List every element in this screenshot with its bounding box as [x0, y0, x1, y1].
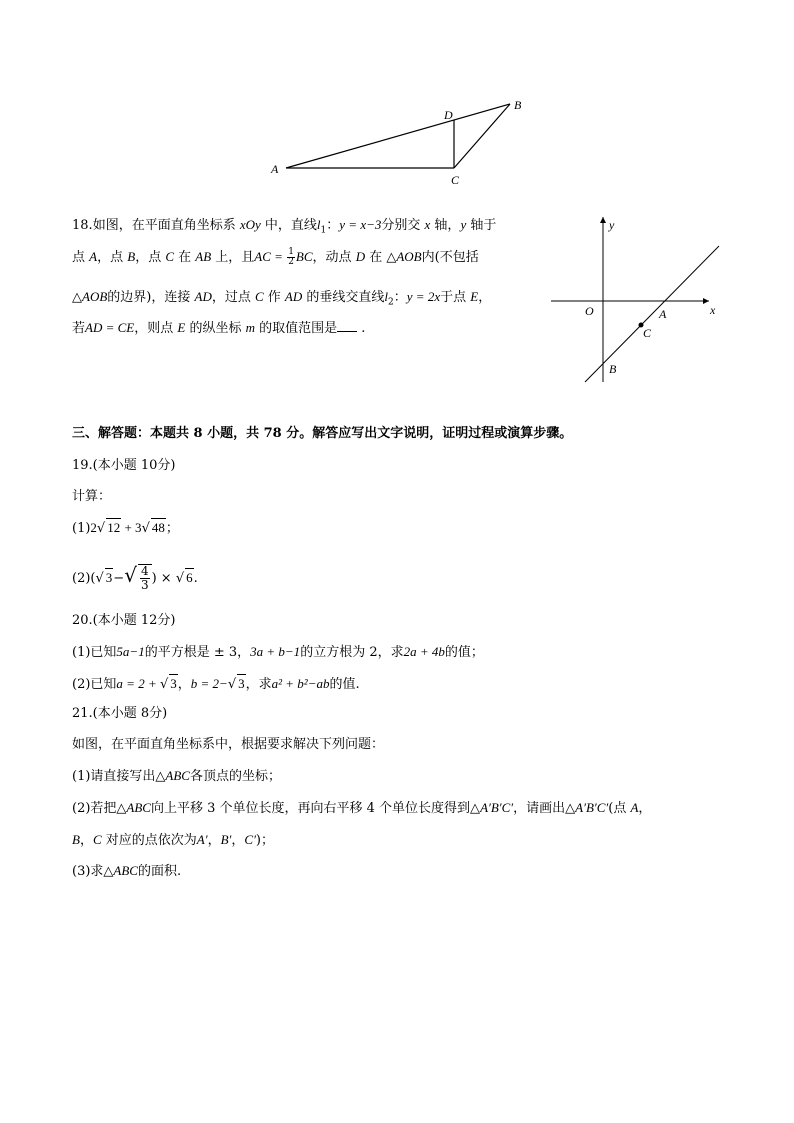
q18-line-3 [72, 288, 491, 312]
math: AB [195, 249, 212, 264]
text: (1) [72, 521, 91, 536]
math: AOB [396, 249, 422, 264]
q20-header: 20.(本小题 12分) [72, 613, 176, 628]
math: 2 [90, 520, 97, 535]
label-A: A [659, 307, 667, 321]
math: E [177, 320, 186, 335]
sqrt-icon: √ [159, 677, 169, 692]
math: A′B′C′ [480, 800, 514, 815]
math: l [384, 289, 389, 304]
text: ， [478, 290, 492, 305]
radicand: 12 [107, 520, 121, 535]
math: ABC [113, 863, 138, 878]
q18-line-1 [72, 216, 496, 240]
text: ，过点 [211, 290, 255, 305]
sqrt-icon: √ [95, 571, 104, 586]
text: 三、解答题：本题共 [72, 426, 194, 441]
fraction-denominator: 2 [288, 257, 294, 267]
text: − [113, 571, 125, 586]
text: 的立方根为 2，求 [300, 645, 404, 660]
q19-part-1 [72, 518, 179, 538]
label-y: y [609, 218, 615, 232]
math: ABC [126, 800, 151, 815]
math: C′ [244, 832, 256, 847]
text: △ [72, 290, 82, 305]
sqrt-icon: √ [141, 521, 150, 536]
segment-AB [286, 104, 510, 168]
text: 内(不包括 [421, 250, 479, 265]
math: x [424, 217, 431, 232]
subscript: 2 [388, 297, 394, 308]
text: 如图，在平面直角坐标系 [92, 218, 240, 233]
radicand: 3 [238, 676, 245, 691]
math: A [89, 249, 98, 264]
text: 的面积. [137, 864, 182, 879]
equation: a = 2 + [116, 676, 160, 691]
fraction-numerator: 4 [140, 564, 149, 578]
sqrt-icon: √ [175, 571, 185, 586]
equation: b = 2− [190, 676, 228, 691]
math: C [92, 832, 102, 847]
math: y [460, 217, 467, 232]
label-A: A [271, 162, 279, 176]
text: 向上平移 3 个单位长度，再向右平移 4 个单位长度得到△ [150, 801, 481, 816]
math: B [127, 249, 136, 264]
text: (2)若把△ [72, 801, 127, 816]
label-B: B [514, 98, 522, 112]
math: + 3 [121, 520, 142, 535]
radicand: 3 [105, 570, 113, 585]
text: ： [326, 218, 340, 233]
text: ， [231, 833, 245, 848]
text: (2)已知 [72, 677, 117, 692]
q19-header: 19.(本小题 10分) [72, 458, 176, 473]
text: 于点 [440, 290, 471, 305]
sqrt-icon: √ [124, 563, 137, 587]
equation: a² + b²−ab [271, 676, 330, 691]
label-C: C [451, 173, 460, 187]
text: (点 [608, 801, 631, 816]
text: 轴于 [466, 218, 497, 233]
text: 轴， [430, 218, 461, 233]
text: (3)求△ [72, 864, 114, 879]
subscript: 1 [320, 225, 327, 236]
text: ，点 [97, 250, 128, 265]
label-x: x [710, 303, 716, 317]
math: AD [284, 289, 303, 304]
text: 的边界)，连接 [107, 290, 195, 305]
equation: 2a + 4b [403, 644, 445, 659]
equation: AD = CE [85, 320, 135, 335]
q19-part-2 [72, 564, 198, 592]
q21-part-2 [72, 799, 651, 818]
text: . [357, 321, 366, 336]
text: )； [255, 833, 274, 848]
label-D: D [444, 108, 453, 122]
q20-part-2 [72, 674, 360, 694]
text: ， [177, 677, 191, 692]
math: A′B′C′ [575, 800, 609, 815]
text: ： [393, 290, 407, 305]
text: ， [638, 801, 652, 816]
text: 各顶点的坐标； [189, 769, 281, 784]
text: 在 △ [365, 250, 397, 265]
sqrt-fraction [138, 564, 152, 592]
text: ； [165, 521, 179, 536]
text: ， [207, 833, 221, 848]
math: BC [295, 249, 313, 264]
text: 上，且 [211, 250, 255, 265]
equation: 5a−1 [116, 644, 145, 659]
text: 中，直线 [260, 218, 317, 233]
triangle-figure [260, 92, 540, 192]
math: B [72, 832, 80, 847]
text: 作 [263, 290, 285, 305]
text: 的纵坐标 [185, 321, 246, 336]
q18-line-2 [72, 248, 479, 267]
sqrt-icon: √ [96, 521, 106, 536]
math: E [470, 289, 479, 304]
q21-header: 21.(本小题 8分) [72, 706, 168, 721]
math: xOy [239, 217, 261, 232]
equation: AC = [254, 249, 287, 264]
text: 分。解答应写出文字说明，证明过程或演算步骤。 [281, 426, 573, 441]
equation: y = x−3 [339, 217, 382, 232]
text: (2)( [72, 571, 96, 586]
line-l1 [585, 246, 719, 382]
label-O: O [585, 304, 594, 318]
text: ，则点 [134, 321, 178, 336]
answer-blank[interactable] [337, 331, 357, 332]
text: 分别交 [381, 218, 425, 233]
q21-part-3 [72, 862, 181, 881]
text: 78 [263, 426, 282, 441]
math: D [355, 249, 366, 264]
text: (1)请直接写出△ [72, 769, 166, 784]
q19-intro: 计算： [72, 489, 112, 504]
text: 在 [174, 250, 196, 265]
radicand: 6 [186, 570, 193, 585]
label-B: B [609, 362, 617, 376]
text: 小题，共 [202, 426, 264, 441]
q21-intro: 如图，在平面直角坐标系中，根据要求解决下列问题： [72, 737, 385, 752]
text: 的取值范围是 [254, 321, 338, 336]
math: A′ [196, 832, 208, 847]
radicand: 48 [151, 520, 165, 535]
q20-part-1 [72, 643, 484, 662]
math: ABC [165, 768, 190, 783]
question-number: 18. [72, 218, 93, 233]
text: ) × [151, 571, 176, 586]
equation: 3a + b−1 [250, 644, 301, 659]
text: 8 [193, 426, 203, 441]
fraction [287, 248, 295, 267]
text: 若 [72, 321, 86, 336]
section-heading [72, 425, 572, 443]
text: ，动点 [312, 250, 356, 265]
q21-part-1 [72, 767, 281, 786]
math: AOB [82, 289, 108, 304]
math: C [254, 289, 264, 304]
sqrt-icon: √ [227, 677, 237, 692]
text: 的值. [329, 677, 360, 692]
text: 的垂线交直线 [302, 290, 385, 305]
math: l [316, 217, 321, 232]
text: 的值； [444, 645, 484, 660]
math: B′ [220, 832, 232, 847]
fraction-denominator: 3 [140, 578, 149, 592]
text: ，求 [245, 677, 272, 692]
segment-BC [454, 104, 510, 168]
math: AD [194, 289, 212, 304]
text: . [193, 571, 198, 586]
radicand: 3 [170, 676, 177, 691]
text: ， [79, 833, 93, 848]
equation: y = 2x [406, 289, 441, 304]
text: (1)已知 [72, 645, 117, 660]
text: ，点 [135, 250, 166, 265]
math: C [165, 249, 174, 264]
text: 点 [72, 250, 90, 265]
q18-line-4 [72, 319, 365, 338]
coordinate-figure [545, 210, 730, 385]
text: ，请画出△ [513, 801, 576, 816]
math: m [245, 320, 255, 335]
text: 对应的点依次为 [101, 833, 197, 848]
math: A [630, 800, 639, 815]
q21-part-2-cont [72, 831, 274, 850]
text: 的平方根是 ± 3， [144, 645, 251, 660]
fraction-numerator: 1 [288, 247, 294, 257]
label-C: C [643, 326, 652, 340]
